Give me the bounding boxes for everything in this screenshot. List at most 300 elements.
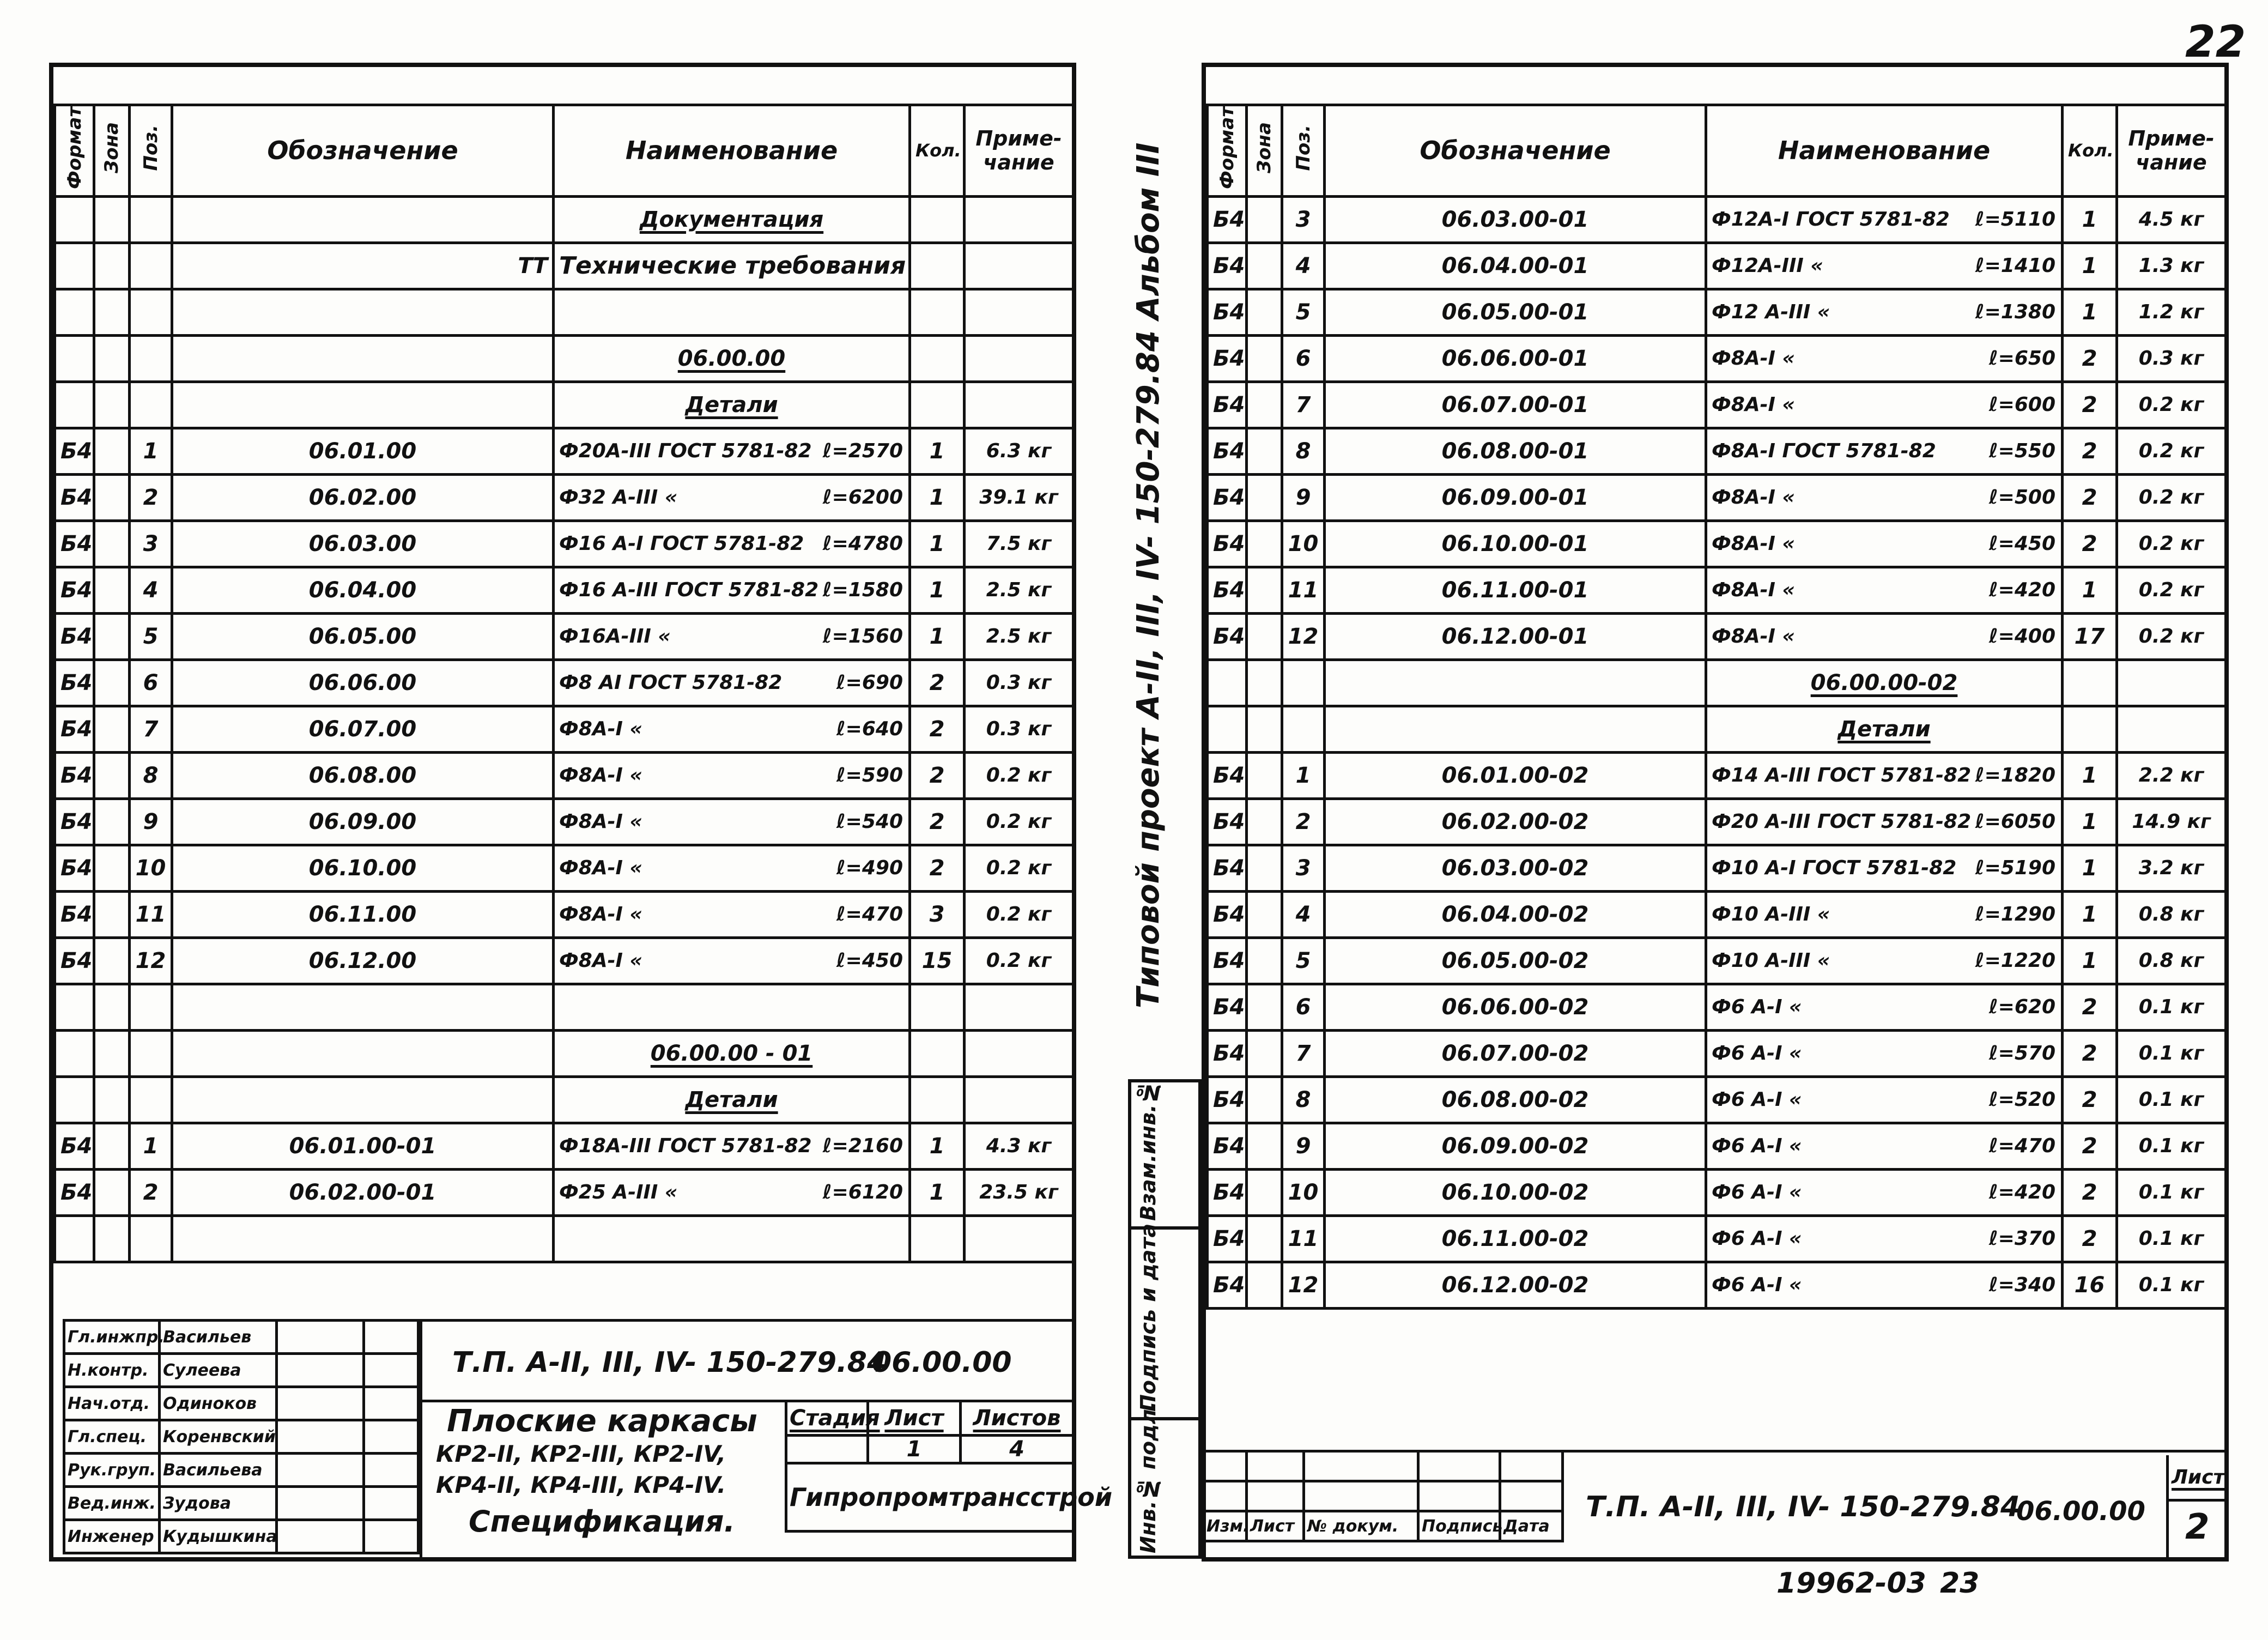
designation-cell: 06.05.00-02 bbox=[1325, 937, 1706, 984]
material-text: Ф10 А-I ГОСТ 5781-82 bbox=[1712, 857, 1957, 880]
right-stamp-cols bbox=[1202, 1450, 1564, 1542]
note-cell: 6.3 кг bbox=[965, 428, 1074, 474]
format-cell: Б4 bbox=[55, 567, 94, 613]
format-cell: Б4 bbox=[1208, 845, 1247, 891]
designation-cell: 06.08.00 bbox=[172, 752, 554, 798]
table-row bbox=[55, 984, 1074, 1030]
name-cell bbox=[1706, 382, 2063, 428]
empty-cell bbox=[965, 196, 1074, 243]
table-row bbox=[1208, 196, 2226, 243]
designation-cell: 06.07.00 bbox=[172, 706, 554, 752]
qty-cell: 2 bbox=[2063, 1169, 2117, 1215]
zone-cell bbox=[94, 474, 130, 521]
empty-cell bbox=[172, 1215, 554, 1262]
qty-cell: 16 bbox=[2063, 1262, 2117, 1308]
side-inv-replace: Взам.инв.№ bbox=[1136, 1080, 1160, 1221]
table-row bbox=[55, 1123, 1074, 1169]
pos-cell: 9 bbox=[1282, 1123, 1325, 1169]
pos-cell: 12 bbox=[130, 937, 172, 984]
name-cell bbox=[554, 798, 910, 845]
designation-cell: 06.10.00-02 bbox=[1325, 1169, 1706, 1215]
pos-cell: 4 bbox=[1282, 243, 1325, 289]
stamp-signature-cell bbox=[277, 1487, 364, 1520]
zone-cell bbox=[1247, 937, 1282, 984]
material-text: Ф16А-III « bbox=[559, 625, 671, 648]
format-cell: Б4 bbox=[1208, 335, 1247, 382]
stamp-signature-cell bbox=[364, 1454, 419, 1487]
zone-cell bbox=[94, 521, 130, 567]
stamp-person-role: Вед.инж. bbox=[64, 1487, 160, 1520]
zone-cell bbox=[1247, 289, 1282, 335]
empty-cell bbox=[1208, 659, 1247, 706]
material-text: Ф6 А-I « bbox=[1712, 1274, 1802, 1297]
name-cell bbox=[1706, 567, 2063, 613]
format-cell: Б4 bbox=[1208, 521, 1247, 567]
qty-cell: 2 bbox=[2063, 984, 2117, 1030]
name-cell bbox=[1706, 521, 2063, 567]
stamp-person-name: Кудышкина bbox=[160, 1520, 277, 1553]
qty-cell: 2 bbox=[2063, 521, 2117, 567]
table-row bbox=[55, 474, 1074, 521]
name-cell bbox=[554, 428, 910, 474]
format-cell: Б4 bbox=[1208, 1169, 1247, 1215]
length-text: ℓ=1560 bbox=[822, 625, 903, 648]
empty-cell bbox=[94, 1030, 130, 1076]
table-row bbox=[1208, 891, 2226, 937]
length-text: ℓ=1820 bbox=[1975, 764, 2055, 787]
material-text: Ф8А-I « bbox=[559, 810, 642, 833]
zone-cell bbox=[1247, 382, 1282, 428]
table-row bbox=[1208, 752, 2226, 798]
designation-cell: 06.07.00-02 bbox=[1325, 1030, 1706, 1076]
table-row bbox=[1208, 1076, 2226, 1123]
material-text: Ф8 АI ГОСТ 5781-82 bbox=[559, 671, 783, 694]
pos-cell: 7 bbox=[1282, 1030, 1325, 1076]
left-stamp-code: Т.П. А-II, III, IV- 150-279.84 bbox=[452, 1346, 887, 1379]
empty-cell bbox=[910, 289, 965, 335]
format-cell: Б4 bbox=[55, 845, 94, 891]
material-text: Ф10 А-III « bbox=[1712, 903, 1830, 926]
format-cell: Б4 bbox=[1208, 1076, 1247, 1123]
pos-cell: 2 bbox=[1282, 798, 1325, 845]
material-text: Ф8А-I « bbox=[1712, 625, 1795, 648]
designation-cell: 06.01.00-02 bbox=[1325, 752, 1706, 798]
pos-cell: 8 bbox=[1282, 428, 1325, 474]
note-cell: 0.1 кг bbox=[2117, 1076, 2226, 1123]
empty-cell bbox=[130, 243, 172, 289]
note-cell: 0.2 кг bbox=[965, 937, 1074, 984]
pos-cell: 2 bbox=[130, 1169, 172, 1215]
empty-cell bbox=[965, 243, 1074, 289]
qty-cell: 1 bbox=[2063, 891, 2117, 937]
table-row bbox=[55, 659, 1074, 706]
table-row bbox=[55, 521, 1074, 567]
note-cell: 0.2 кг bbox=[965, 752, 1074, 798]
designation-cell: 06.09.00 bbox=[172, 798, 554, 845]
material-text: Ф8А-I « bbox=[559, 718, 642, 741]
bottom-code: 19962-03 bbox=[1776, 1567, 1926, 1600]
pos-cell: 10 bbox=[130, 845, 172, 891]
material-text: Ф8А-I « bbox=[559, 857, 642, 880]
sheet-value: 1 bbox=[868, 1436, 961, 1463]
note-cell: 23.5 кг bbox=[965, 1169, 1074, 1215]
right-stamp-docno: 06.00.00 bbox=[2016, 1496, 2145, 1527]
pos-cell: 11 bbox=[1282, 567, 1325, 613]
designation-cell: 06.04.00-02 bbox=[1325, 891, 1706, 937]
zone-cell bbox=[94, 752, 130, 798]
empty-cell bbox=[172, 984, 554, 1030]
left-stamp-subtitle: Спецификация. bbox=[469, 1504, 735, 1539]
stamp-person-row bbox=[64, 1487, 419, 1520]
qty-cell: 1 bbox=[2063, 567, 2117, 613]
note-cell: 0.2 кг bbox=[2117, 428, 2226, 474]
zone-cell bbox=[1247, 1262, 1282, 1308]
note-cell: 0.2 кг bbox=[2117, 474, 2226, 521]
name-cell bbox=[1706, 891, 2063, 937]
note-cell: 0.2 кг bbox=[2117, 567, 2226, 613]
format-cell: Б4 bbox=[1208, 984, 1247, 1030]
qty-cell: 1 bbox=[910, 521, 965, 567]
header-row bbox=[55, 105, 1074, 197]
empty-cell bbox=[172, 289, 554, 335]
side-project-label: Типовой проект А-II, III, IV- 150-279.84 Альбом III bbox=[1131, 142, 1166, 1008]
empty-cell bbox=[172, 335, 554, 382]
material-text: Ф25 А-III « bbox=[559, 1181, 678, 1204]
material-text: Ф8А-I « bbox=[559, 903, 642, 926]
name-cell bbox=[554, 659, 910, 706]
table-row bbox=[55, 752, 1074, 798]
zone-cell bbox=[1247, 798, 1282, 845]
designation-cell: 06.05.00-01 bbox=[1325, 289, 1706, 335]
note-cell: 0.3 кг bbox=[2117, 335, 2226, 382]
page-number: 22 bbox=[2185, 16, 2246, 67]
empty-cell bbox=[910, 984, 965, 1030]
empty-cell bbox=[94, 196, 130, 243]
pos-cell: 6 bbox=[130, 659, 172, 706]
table-row bbox=[1208, 1215, 2226, 1262]
side-sign-date: Подпись и дата bbox=[1136, 1223, 1160, 1412]
empty-cell bbox=[1208, 706, 1247, 752]
table-row bbox=[55, 289, 1074, 335]
note-cell: 0.2 кг bbox=[2117, 382, 2226, 428]
empty-cell bbox=[965, 1215, 1074, 1262]
note-cell: 0.2 кг bbox=[2117, 521, 2226, 567]
table-row bbox=[1208, 613, 2226, 659]
stamp-person-row bbox=[64, 1420, 419, 1454]
stamp-person-role: Н.контр. bbox=[64, 1354, 160, 1387]
empty-cell bbox=[55, 1215, 94, 1262]
table-row bbox=[55, 335, 1074, 382]
qty-cell: 2 bbox=[910, 659, 965, 706]
section-title-cell bbox=[1706, 706, 2063, 752]
length-text: ℓ=420 bbox=[1988, 579, 2055, 602]
pos-cell: 4 bbox=[130, 567, 172, 613]
designation-cell: 06.02.00-02 bbox=[1325, 798, 1706, 845]
empty-cell bbox=[910, 196, 965, 243]
material-text: Ф18А-III ГОСТ 5781-82 bbox=[559, 1135, 812, 1158]
pos-cell: 2 bbox=[130, 474, 172, 521]
stamp-person-row bbox=[64, 1321, 419, 1354]
format-cell: Б4 bbox=[1208, 289, 1247, 335]
length-text: ℓ=620 bbox=[1988, 996, 2055, 1019]
length-text: ℓ=1220 bbox=[1975, 949, 2055, 972]
table-row bbox=[55, 382, 1074, 428]
qty-cell: 2 bbox=[2063, 382, 2117, 428]
note-cell: 3.2 кг bbox=[2117, 845, 2226, 891]
format-cell: Б4 bbox=[55, 428, 94, 474]
note-cell: 1.3 кг bbox=[2117, 243, 2226, 289]
qty-cell: 1 bbox=[910, 1169, 965, 1215]
note-cell: 2.5 кг bbox=[965, 613, 1074, 659]
format-cell: Б4 bbox=[1208, 243, 1247, 289]
designation-cell: 06.03.00-01 bbox=[1325, 196, 1706, 243]
length-text: ℓ=4780 bbox=[822, 532, 903, 555]
table-row bbox=[1208, 984, 2226, 1030]
header-qty: Кол. bbox=[910, 105, 965, 197]
note-cell: 39.1 кг bbox=[965, 474, 1074, 521]
length-text: ℓ=400 bbox=[1988, 625, 2055, 648]
length-text: ℓ=540 bbox=[836, 810, 903, 833]
header-pos: Поз. bbox=[140, 124, 162, 171]
empty-cell bbox=[554, 1215, 910, 1262]
pos-cell: 11 bbox=[130, 891, 172, 937]
empty-cell bbox=[2063, 706, 2117, 752]
stamp-person-name: Сулеева bbox=[160, 1354, 277, 1387]
zone-cell bbox=[94, 613, 130, 659]
empty-cell bbox=[965, 289, 1074, 335]
length-text: ℓ=470 bbox=[836, 903, 903, 926]
length-text: ℓ=450 bbox=[1988, 532, 2055, 555]
material-text: Ф12А-I ГОСТ 5781-82 bbox=[1712, 208, 1950, 231]
length-text: ℓ=5190 bbox=[1975, 857, 2055, 880]
format-cell: Б4 bbox=[1208, 891, 1247, 937]
header-designation: Обозначение bbox=[172, 105, 554, 197]
material-text: Ф10 А-III « bbox=[1712, 949, 1830, 972]
format-cell: Б4 bbox=[1208, 1262, 1247, 1308]
designation-cell: 06.07.00-01 bbox=[1325, 382, 1706, 428]
material-text: Ф16 А-I ГОСТ 5781-82 bbox=[559, 532, 804, 555]
material-text: Ф8А-I « bbox=[1712, 579, 1795, 602]
section-title-cell bbox=[554, 382, 910, 428]
name-cell bbox=[1706, 196, 2063, 243]
right-header-pos: Поз. bbox=[1292, 124, 1314, 171]
left-stamp-title-1: Плоские каркасы bbox=[447, 1403, 757, 1439]
format-cell: Б4 bbox=[55, 706, 94, 752]
empty-cell bbox=[554, 984, 910, 1030]
empty-cell bbox=[965, 335, 1074, 382]
name-cell bbox=[1706, 289, 2063, 335]
table-row bbox=[1208, 1123, 2226, 1169]
material-text: Ф6 А-I « bbox=[1712, 1088, 1802, 1111]
name-cell bbox=[1706, 428, 2063, 474]
name-cell bbox=[554, 937, 910, 984]
left-stamp-people bbox=[63, 1319, 420, 1554]
material-text: Ф12 А-III « bbox=[1712, 301, 1830, 324]
stamp-signature-cell bbox=[364, 1321, 419, 1354]
right-stamp-code: Т.П. А-II, III, IV- 150-279.84 bbox=[1586, 1491, 2021, 1523]
pos-cell: 8 bbox=[130, 752, 172, 798]
zone-cell bbox=[1247, 752, 1282, 798]
name-cell bbox=[1706, 1030, 2063, 1076]
zone-cell bbox=[1247, 1123, 1282, 1169]
header-note: Приме- чание bbox=[965, 105, 1074, 197]
format-cell: Б4 bbox=[1208, 1030, 1247, 1076]
designation-cell: 06.06.00-01 bbox=[1325, 335, 1706, 382]
name-cell bbox=[554, 845, 910, 891]
name-cell bbox=[1706, 474, 2063, 521]
material-text: Ф8А-I « bbox=[1712, 532, 1795, 555]
material-text: Ф8А-I « bbox=[559, 764, 642, 787]
zone-cell bbox=[94, 798, 130, 845]
qty-cell: 1 bbox=[2063, 752, 2117, 798]
zone-cell bbox=[1247, 1030, 1282, 1076]
name-cell bbox=[1706, 798, 2063, 845]
table-row bbox=[1208, 1262, 2226, 1308]
note-cell: 0.2 кг bbox=[965, 798, 1074, 845]
length-text: ℓ=1410 bbox=[1975, 255, 2055, 277]
length-text: ℓ=1380 bbox=[1975, 301, 2055, 324]
length-text: ℓ=6050 bbox=[1975, 810, 2055, 833]
right-stamp-col-label: Подпись bbox=[1418, 1511, 1500, 1541]
stamp-person-role: Инженер bbox=[64, 1520, 160, 1553]
empty-cell bbox=[130, 382, 172, 428]
table-row bbox=[55, 567, 1074, 613]
note-cell: 0.1 кг bbox=[2117, 1215, 2226, 1262]
left-stamp-title-3: КР4-II, КР4-III, КР4-IV. bbox=[436, 1472, 726, 1498]
qty-cell: 2 bbox=[2063, 335, 2117, 382]
section-title: 06.00.00 bbox=[677, 346, 786, 371]
length-text: ℓ=370 bbox=[1988, 1227, 2055, 1250]
designation-cell: 06.06.00-02 bbox=[1325, 984, 1706, 1030]
pos-cell: 1 bbox=[130, 1123, 172, 1169]
sheets-label: Листов bbox=[961, 1401, 1074, 1436]
format-cell: Б4 bbox=[1208, 196, 1247, 243]
stamp-signature-cell bbox=[364, 1354, 419, 1387]
length-text: ℓ=520 bbox=[1988, 1088, 2055, 1111]
zone-cell bbox=[1247, 984, 1282, 1030]
material-text: Ф6 А-I « bbox=[1712, 1042, 1802, 1065]
material-text: Ф16 А-III ГОСТ 5781-82 bbox=[559, 579, 819, 602]
empty-cell bbox=[130, 289, 172, 335]
format-cell: Б4 bbox=[1208, 382, 1247, 428]
pos-cell: 8 bbox=[1282, 1076, 1325, 1123]
designation-cell: 06.01.00-01 bbox=[172, 1123, 554, 1169]
stamp-signature-cell bbox=[364, 1520, 419, 1553]
stamp-person-name: Васильева bbox=[160, 1454, 277, 1487]
material-text: Ф20 А-III ГОСТ 5781-82 bbox=[1712, 810, 1972, 833]
left-stamp-sheet-info bbox=[785, 1400, 1113, 1533]
zone-cell bbox=[94, 428, 130, 474]
qty-cell: 1 bbox=[2063, 196, 2117, 243]
right-header-qty: Кол. bbox=[2063, 105, 2117, 197]
qty-cell: 1 bbox=[910, 567, 965, 613]
table-row bbox=[1208, 335, 2226, 382]
zone-cell bbox=[1247, 243, 1282, 289]
zone-cell bbox=[1247, 196, 1282, 243]
empty-cell bbox=[1282, 659, 1325, 706]
designation-cell: 06.10.00-01 bbox=[1325, 521, 1706, 567]
material-text: Ф8А-I « bbox=[1712, 486, 1795, 509]
zone-cell bbox=[1247, 335, 1282, 382]
right-header-name: Наименование bbox=[1706, 105, 2063, 197]
designation-cell: 06.12.00-02 bbox=[1325, 1262, 1706, 1308]
pos-cell: 1 bbox=[130, 428, 172, 474]
name-cell bbox=[1706, 1215, 2063, 1262]
pos-cell: 12 bbox=[1282, 613, 1325, 659]
qty-cell: 1 bbox=[910, 474, 965, 521]
zone-cell bbox=[1247, 428, 1282, 474]
empty-cell bbox=[910, 1076, 965, 1123]
length-text: ℓ=590 bbox=[836, 764, 903, 787]
note-cell: 0.1 кг bbox=[2117, 1169, 2226, 1215]
qty-cell: 2 bbox=[2063, 1030, 2117, 1076]
name-cell bbox=[554, 891, 910, 937]
qty-cell: 2 bbox=[2063, 1123, 2117, 1169]
stamp-person-name: Васильев bbox=[160, 1321, 277, 1354]
format-cell: Б4 bbox=[1208, 474, 1247, 521]
empty-cell bbox=[55, 289, 94, 335]
format-cell: Б4 bbox=[55, 659, 94, 706]
empty-cell bbox=[55, 1030, 94, 1076]
empty-cell bbox=[55, 196, 94, 243]
qty-cell: 1 bbox=[2063, 289, 2117, 335]
empty-cell bbox=[2117, 706, 2226, 752]
stamp-person-name: Зудова bbox=[160, 1487, 277, 1520]
stamp-person-role: Рук.груп. bbox=[64, 1454, 160, 1487]
zone-cell bbox=[94, 659, 130, 706]
empty-cell bbox=[2063, 659, 2117, 706]
table-row bbox=[1208, 243, 2226, 289]
note-cell: 2.2 кг bbox=[2117, 752, 2226, 798]
format-cell: Б4 bbox=[1208, 1215, 1247, 1262]
note-cell: 0.2 кг bbox=[965, 845, 1074, 891]
doc-designation-cell: ТТ bbox=[172, 243, 554, 289]
empty-cell bbox=[130, 1076, 172, 1123]
pos-cell: 6 bbox=[1282, 984, 1325, 1030]
material-text: Ф8А-I « bbox=[1712, 394, 1795, 416]
empty-cell bbox=[94, 382, 130, 428]
table-row bbox=[1208, 798, 2226, 845]
stamp-signature-cell bbox=[277, 1321, 364, 1354]
qty-cell: 1 bbox=[2063, 937, 2117, 984]
length-text: ℓ=1580 bbox=[822, 579, 903, 602]
empty-cell bbox=[94, 1215, 130, 1262]
length-text: ℓ=450 bbox=[836, 949, 903, 972]
length-text: ℓ=2570 bbox=[822, 440, 903, 463]
empty-cell bbox=[1325, 659, 1706, 706]
designation-cell: 06.08.00-02 bbox=[1325, 1076, 1706, 1123]
empty-cell bbox=[55, 1076, 94, 1123]
material-text: Ф8А-I ГОСТ 5781-82 bbox=[1712, 440, 1936, 463]
empty-cell bbox=[910, 243, 965, 289]
empty-cell bbox=[965, 1030, 1074, 1076]
format-cell: Б4 bbox=[1208, 428, 1247, 474]
table-row bbox=[1208, 845, 2226, 891]
empty-cell bbox=[2117, 659, 2226, 706]
name-cell bbox=[1706, 613, 2063, 659]
pos-cell: 7 bbox=[1282, 382, 1325, 428]
empty-cell bbox=[910, 1215, 965, 1262]
note-cell: 2.5 кг bbox=[965, 567, 1074, 613]
name-cell bbox=[554, 474, 910, 521]
empty-cell bbox=[172, 1030, 554, 1076]
table-row bbox=[1208, 567, 2226, 613]
empty-cell bbox=[172, 1076, 554, 1123]
empty-cell bbox=[94, 243, 130, 289]
right-header-row bbox=[1208, 105, 2226, 197]
zone-cell bbox=[1247, 474, 1282, 521]
header-name: Наименование bbox=[554, 105, 910, 197]
